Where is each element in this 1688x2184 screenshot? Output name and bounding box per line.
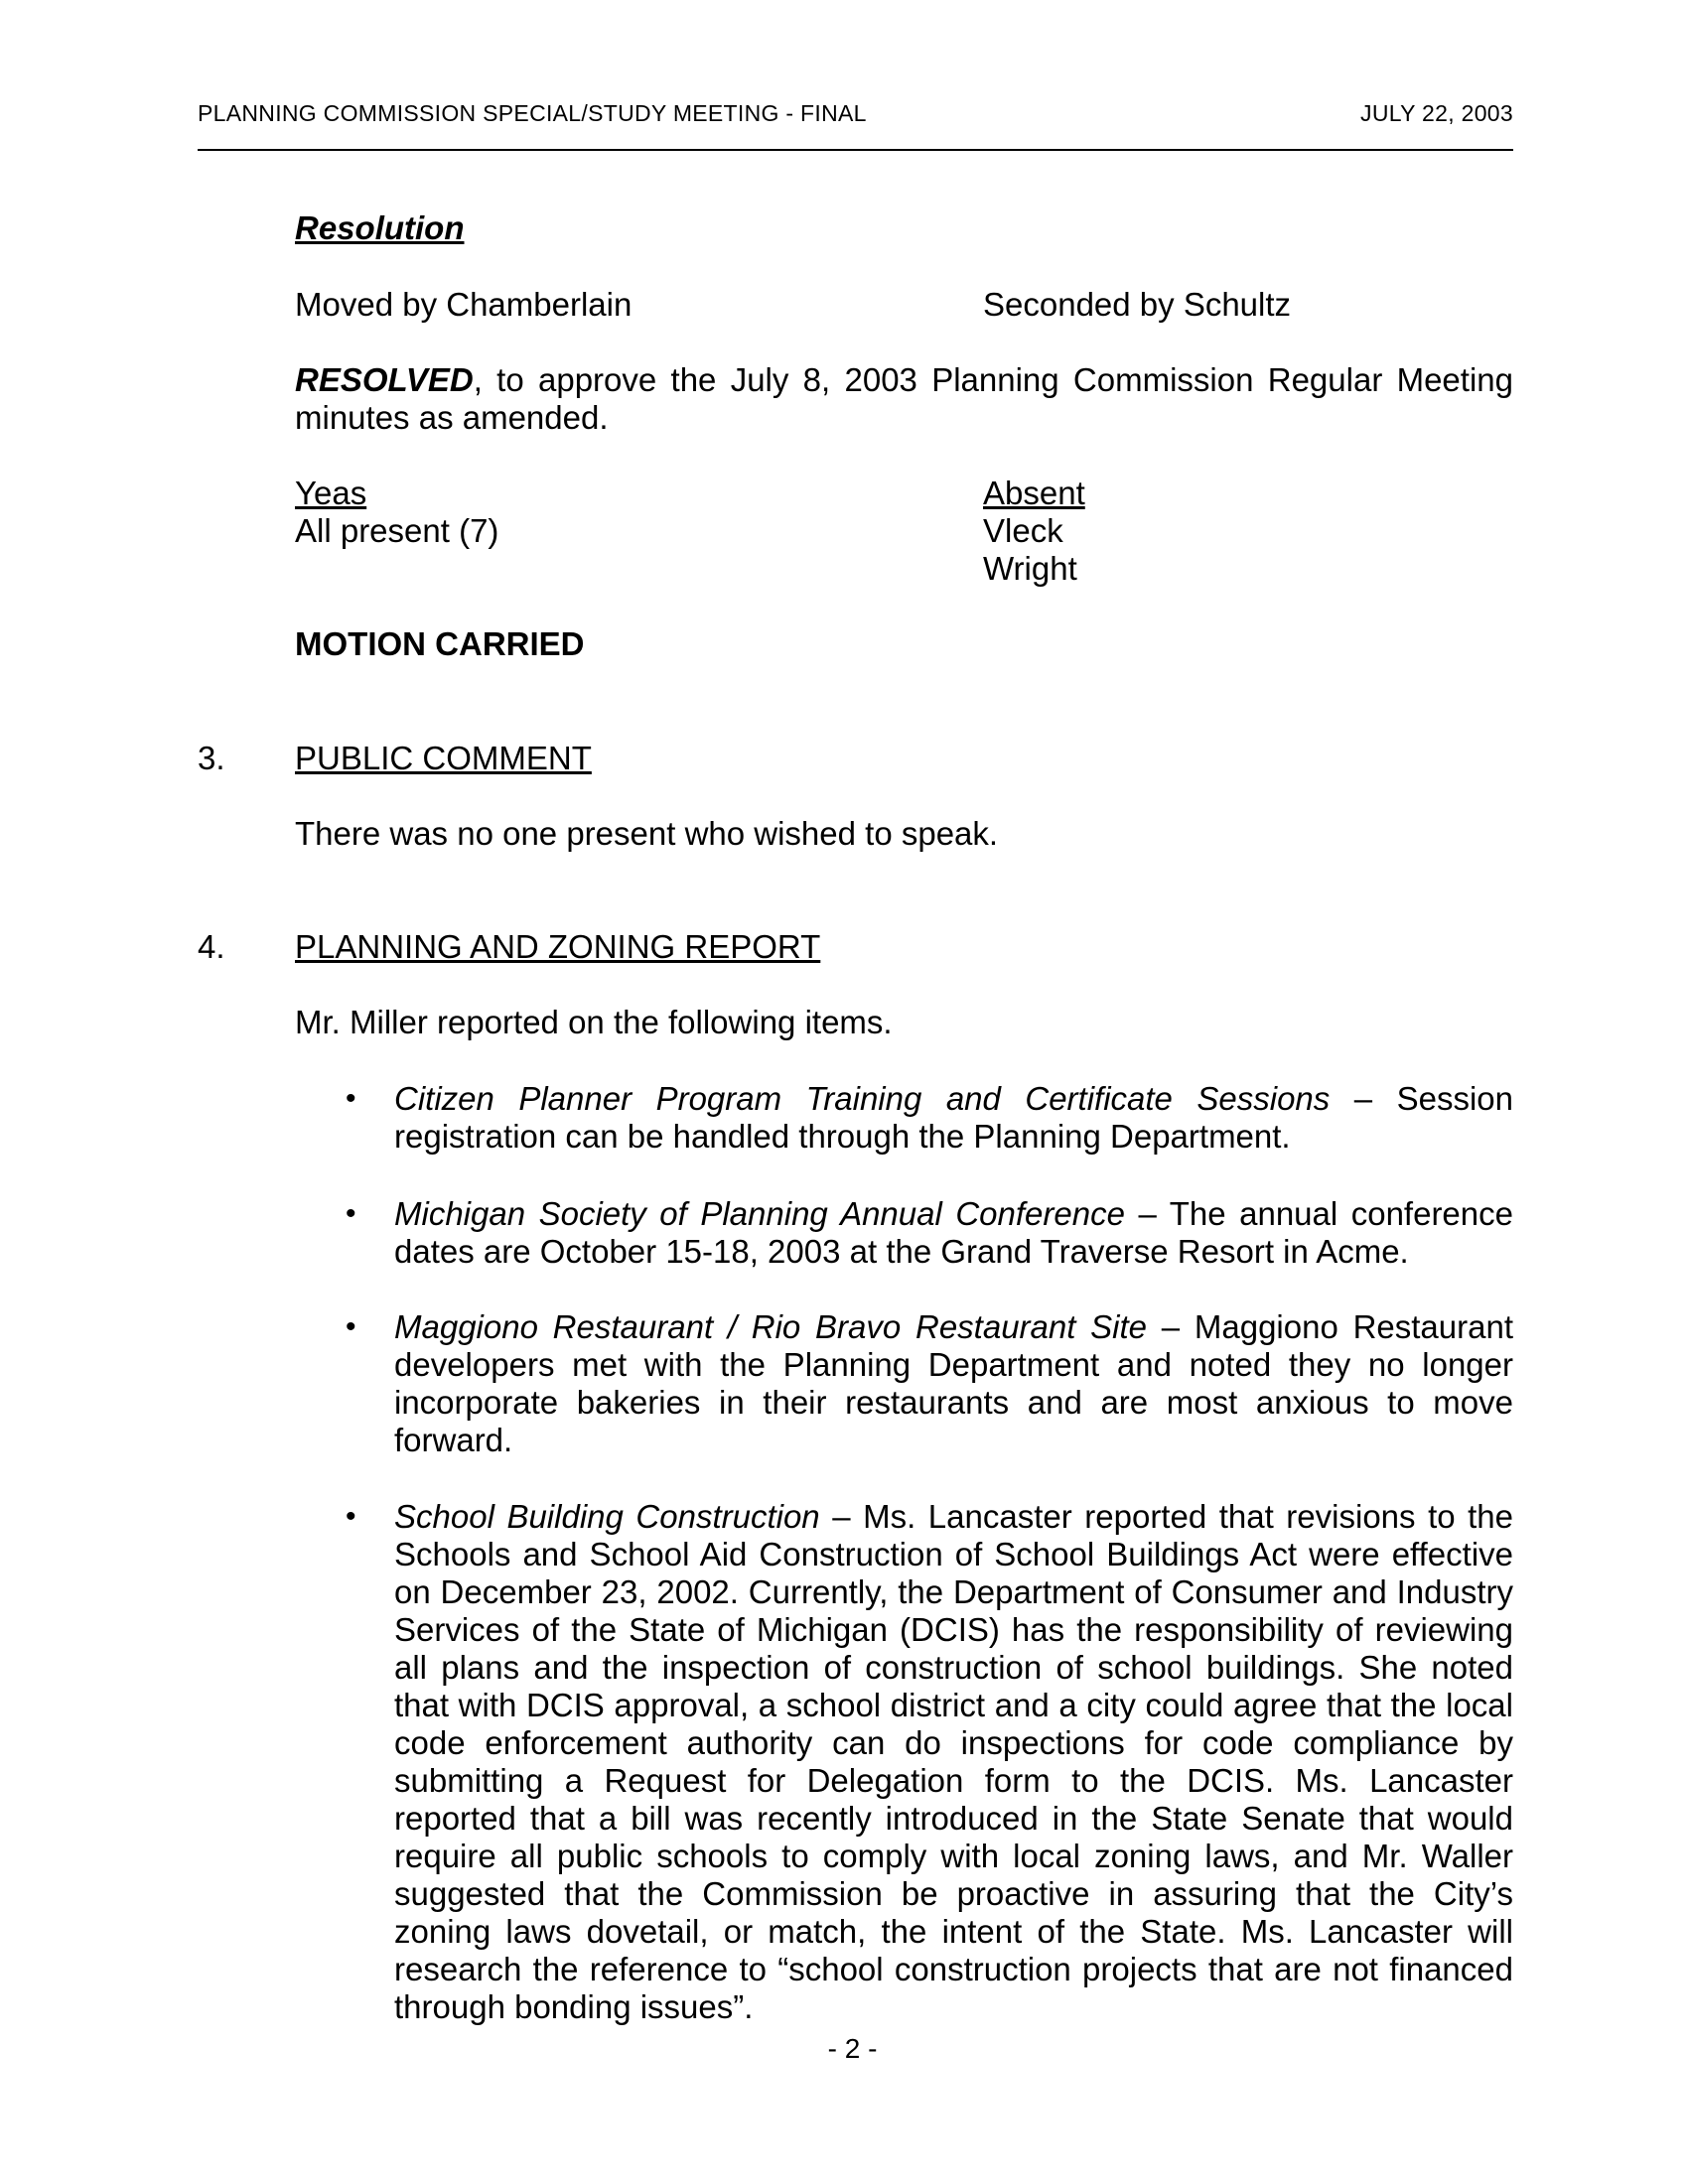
resolution-heading: Resolution bbox=[295, 209, 465, 246]
item-title: School Building Construction bbox=[394, 1498, 820, 1535]
section-number: 3. bbox=[198, 740, 225, 776]
section-title: PUBLIC COMMENT bbox=[295, 740, 592, 776]
item-text: – The annual conference dates are October 15-18, 2003 at the Grand Traverse Resort in Acme. bbox=[394, 1195, 1513, 1270]
item-text: – Ms. Lancaster reported that revisions to the Schools and School Aid Construction of School Buildings Act were effective on December 23, 2002. Currently, the Department of Consumer and Industry Services of the State of Michigan (DCIS) has the responsibility of reviewing all plans and the inspection of construction of school buildings. She noted that with DCIS approval, a school district and a city could agree that the local code enforcement authority can do inspections for code compliance by submitting a Request for Delegation form to the DCIS. Ms. Lancaster reported that a bill was recently introduced in the State Senate that would require all public schools to comply with local zoning laws, and Mr. Waller suggested that the Commission be proactive in assuring that the City’s zoning laws dovetail, or match, the intent of the State. Ms. Lancaster will research the reference to “school construction projects that are not financed through bonding issues”. bbox=[394, 1498, 1514, 2025]
item-text: – Session registration can be handled through the Planning Department. bbox=[394, 1080, 1514, 1155]
yeas-label: Yeas bbox=[295, 475, 367, 511]
seconded-by: Seconded by Schultz bbox=[983, 286, 1292, 323]
page-number: - 2 - bbox=[827, 2033, 878, 2064]
bullet-icon: • bbox=[346, 1197, 356, 1230]
section-number: 4. bbox=[198, 928, 225, 965]
section-title: PLANNING AND ZONING REPORT bbox=[295, 928, 821, 965]
section-intro: Mr. Miller reported on the following items. bbox=[295, 1004, 893, 1040]
resolved-text: , to approve the July 8, 2003 Planning Commission Regular Meeting minutes as amended. bbox=[295, 361, 1513, 436]
bullet-icon: • bbox=[346, 1310, 356, 1343]
moved-by: Moved by Chamberlain bbox=[295, 286, 633, 323]
header-date: JULY 22, 2003 bbox=[1360, 100, 1513, 126]
item-title: Maggiono Restaurant / Rio Bravo Restaurant Site bbox=[394, 1308, 1148, 1345]
absent-member: Vleck bbox=[983, 512, 1063, 549]
item-title: Citizen Planner Program Training and Certificate Sessions bbox=[394, 1080, 1331, 1117]
list-item bbox=[394, 1195, 1513, 1271]
yeas-value: All present (7) bbox=[295, 512, 499, 549]
bullet-icon: • bbox=[346, 1500, 356, 1533]
item-title: Michigan Society of Planning Annual Conference bbox=[394, 1195, 1125, 1232]
list-item bbox=[394, 1308, 1513, 1459]
resolved-label: RESOLVED bbox=[295, 361, 474, 398]
absent-label: Absent bbox=[983, 475, 1085, 511]
header-title: PLANNING COMMISSION SPECIAL/STUDY MEETING - FINAL bbox=[198, 100, 867, 126]
header-rule bbox=[198, 149, 1513, 151]
list-item bbox=[394, 1498, 1513, 2026]
resolved-paragraph bbox=[295, 361, 1513, 437]
bullet-icon: • bbox=[346, 1082, 356, 1115]
list-item bbox=[394, 1080, 1513, 1156]
section-text: There was no one present who wished to speak. bbox=[295, 815, 999, 852]
motion-carried: MOTION CARRIED bbox=[295, 625, 585, 662]
item-text: – Maggiono Restaurant developers met with the Planning Department and noted they no longer incorporate bakeries in their restaurants and are most anxious to move forward. bbox=[394, 1308, 1513, 1458]
absent-member: Wright bbox=[983, 550, 1077, 587]
